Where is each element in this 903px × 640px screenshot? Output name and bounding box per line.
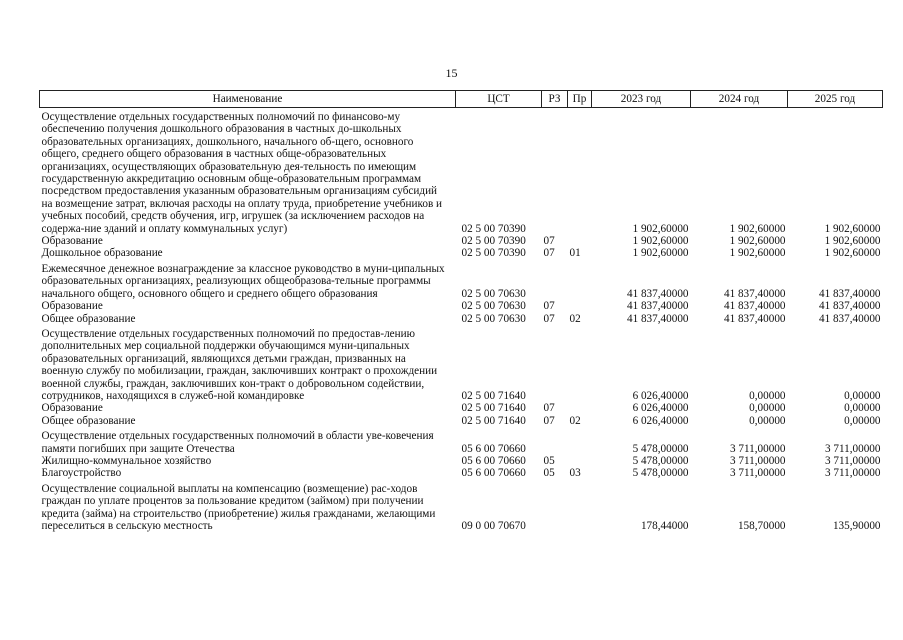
table-row [40,325,883,402]
row-rz: 07 [543,402,555,415]
row-pr: 03 [569,467,581,480]
row-2025: 3 711,00000 [824,454,881,467]
row-2023: 5 478,00000 [632,454,689,467]
row-name: Осуществление отдельных государственных полномочий в области уве-ковечения памяти погибших при защите Отечества [41,430,434,455]
row-name: Благоустройство [41,467,122,480]
row-2024: 1 902,60000 [729,222,786,235]
row-2024: 0,00000 [749,402,786,415]
row-name: Ежемесячное денежное вознаграждение за классное руководство в муни-ципальных образовательных организациях, реализующих общеобразова-тельные программы начального общего, основного общего и среднего общего образования [41,262,445,300]
row-rz: 07 [543,312,555,325]
header-name: Наименование [40,91,456,108]
row-2023: 6 026,40000 [632,402,689,415]
row-cst: 02 5 00 70630 [461,312,526,325]
row-rz [542,427,568,455]
row-2024: 0,00000 [749,389,786,402]
row-pr [568,455,592,467]
table-row [40,300,883,312]
row-cst: 02 5 00 71640 [461,389,526,402]
row-2025: 1 902,60000 [824,247,881,260]
row-2024: 0,00000 [749,414,786,427]
row-rz [542,108,568,236]
table-row [40,467,883,479]
header-cst: ЦСТ [456,91,542,108]
row-2025: 41 837,40000 [818,300,881,313]
row-2023: 1 902,60000 [632,222,689,235]
row-2025: 3 711,00000 [824,442,881,455]
row-cst: 09 0 00 70670 [461,520,526,532]
table-row [40,427,883,455]
row-2025: 135,90000 [832,520,881,532]
row-cst: 02 5 00 70390 [461,235,526,248]
row-2025: 1 902,60000 [824,222,881,235]
row-2025: 3 711,00000 [824,467,881,480]
row-name: Общее образование [41,312,136,325]
row-cst: 05 6 00 70660 [461,454,526,467]
row-2024: 41 837,40000 [723,300,786,313]
row-2023: 5 478,00000 [632,442,689,455]
row-pr [568,427,592,455]
row-rz: 07 [543,300,555,313]
row-2023: 41 837,40000 [626,287,689,300]
header-pr: Пр [568,91,592,108]
row-2023: 1 902,60000 [632,247,689,260]
row-name: Осуществление отдельных государственных полномочий по финансово-му обеспечению получения дошкольного образования в частных до-школьных образовательных организациях, дошкольного, начального об-щего, основного общего, среднего общего образования в частных обще-образовательных организациях, осуществляющих образовательную дея-тельность по имеющим государственную аккредитацию основным обще-образовательным программам посредством предоставления указанным образовательным организациям субсидий на возмещение затрат, включая расходы на оплату труда, приобретение учебников и учебных пособий, средств обучения, игр, игрушек (за исключением расходов на содержа-ние зданий и оплату коммунальных услуг) [41,111,443,235]
row-pr [568,480,592,533]
row-2025: 0,00000 [844,402,881,415]
row-rz: 07 [543,235,555,248]
row-pr [568,108,592,236]
row-2023: 1 902,60000 [632,235,689,248]
row-2023: 6 026,40000 [632,414,689,427]
row-2023: 41 837,40000 [626,312,689,325]
row-cst: 02 5 00 71640 [461,414,526,427]
table-row [40,260,883,300]
row-name: Общее образование [41,414,136,427]
budget-table [39,90,883,532]
row-2023: 178,44000 [640,520,689,532]
row-rz [542,480,568,533]
row-2024: 41 837,40000 [723,287,786,300]
row-2024: 1 902,60000 [729,247,786,260]
header-rz: РЗ [542,91,568,108]
row-rz [542,325,568,402]
row-cst: 02 5 00 70630 [461,300,526,313]
row-2025: 41 837,40000 [818,287,881,300]
row-pr [568,325,592,402]
row-pr [568,300,592,312]
row-2025: 0,00000 [844,389,881,402]
row-2024: 3 711,00000 [729,467,786,480]
row-2023: 41 837,40000 [626,300,689,313]
row-cst: 02 5 00 71640 [461,402,526,415]
row-2024: 158,70000 [737,520,786,532]
row-rz: 05 [543,467,555,480]
row-pr [568,235,592,247]
row-name: Дошкольное образование [41,247,163,260]
table-row [40,313,883,325]
row-2024: 3 711,00000 [729,442,786,455]
row-name: Осуществление отдельных государственных полномочий по предостав-лению дополнительных мер социальной поддержки обучающимся муни-ципальных образовательных организаций, являющихся детьми граждан, призванных на военную службу по мобилизации, граждан, заключивших контракт о прохождении военной службы, граждан, заключивших кон-тракт о добровольном содействии, сотрудников, находящихся в служеб-ной командировке [41,327,438,402]
row-2024: 3 711,00000 [729,454,786,467]
row-name: Осуществление социальной выплаты на компенсацию (возмещение) рас-ходов граждан по уплате процентов за пользование кредитом (займом) при получении кредита (займа) на строительство (приобретение) жилья гражданами, желающими переселиться в сельскую местность [41,482,436,532]
row-cst: 05 6 00 70660 [461,442,526,455]
row-pr [568,260,592,300]
row-rz: 05 [543,454,555,467]
row-pr [568,402,592,414]
row-name: Образование [41,300,103,313]
row-2025: 1 902,60000 [824,235,881,248]
page-number: 15 [445,66,458,80]
table-row [40,247,883,259]
row-cst: 02 5 00 70390 [461,222,526,235]
row-rz: 07 [543,247,555,260]
header-2025: 2025 год [788,91,883,108]
row-2025: 41 837,40000 [818,312,881,325]
table-row [40,455,883,467]
row-pr: 02 [569,312,581,325]
row-name: Образование [41,402,103,415]
row-pr: 01 [569,247,581,260]
header-2024: 2024 год [691,91,788,108]
row-2024: 41 837,40000 [723,312,786,325]
row-cst: 02 5 00 70630 [461,287,526,300]
row-rz: 07 [543,414,555,427]
row-2023: 5 478,00000 [632,467,689,480]
table-row [40,402,883,414]
row-2024: 1 902,60000 [729,235,786,248]
header-2023: 2023 год [592,91,691,108]
row-cst: 05 6 00 70660 [461,467,526,480]
row-name: Жилищно-коммунальное хозяйство [41,454,212,467]
row-name: Образование [41,235,103,248]
table-row [40,235,883,247]
row-pr: 02 [569,414,581,427]
table-header-row [40,91,883,108]
row-cst: 02 5 00 70390 [461,247,526,260]
row-2023: 6 026,40000 [632,389,689,402]
table-row [40,108,883,236]
row-rz [542,260,568,300]
row-2025: 0,00000 [844,414,881,427]
table-row [40,415,883,427]
table-row [40,480,883,533]
